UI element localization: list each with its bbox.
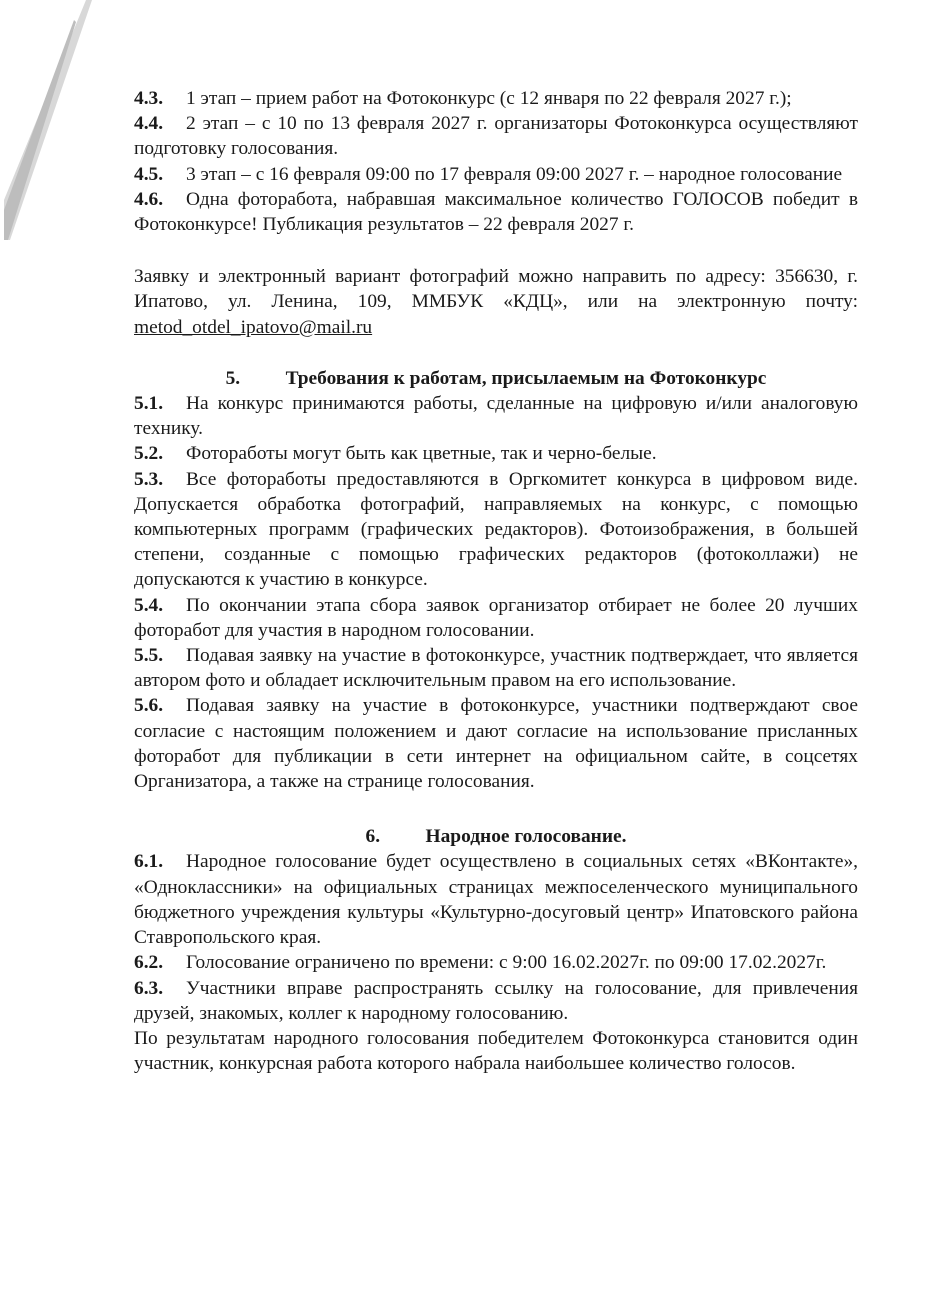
paragraph-6-2: [134, 950, 858, 975]
paragraph-text: Фотоработы могут быть как цветные, так и черно-белые.: [186, 443, 657, 465]
submission-text: Заявку и электронный вариант фотографий можно направить по адресу: 356630, г. Ипатово, ул. Ленина, 109, ММБУК «КДЦ», или на электронную почту:: [134, 266, 858, 313]
paragraph-text: Участники вправе распространять ссылку на голосование, для привлечения друзей, знакомых, коллег к народному голосованию.: [134, 977, 858, 1024]
paragraph-text: Народное голосование будет осуществлено в социальных сетях «ВКонтакте», «Одноклассники» на официальных страницах межпоселенческого муниципального бюджетного учреждения культуры «Культурно-досуговый центр» Ипатовского района Ставропольского края.: [134, 851, 858, 949]
paragraph-number: 5.6.: [134, 695, 164, 717]
paragraph-text: Подавая заявку на участие в фотоконкурсе, участник подтверждает, что является автором фото и обладает исключительным правом на его использование.: [134, 645, 858, 692]
paragraph-text: 3 этап – с 16 февраля 09:00 по 17 февраля 09:00 2027 г. – народное голосование: [186, 163, 843, 185]
paragraph-number: 5.3.: [134, 468, 164, 490]
paragraph-number: 6.3.: [134, 977, 164, 999]
paragraph-4-3: [134, 86, 858, 111]
paragraph-text: 2 этап – с 10 по 13 февраля 2027 г. организаторы Фотоконкурса осуществляют подготовку голосования.: [134, 113, 858, 160]
paragraph-number: 4.4.: [134, 113, 164, 135]
scan-edge-shadow: [4, 0, 94, 240]
email-link[interactable]: metod_otdel_ipatovo@mail.ru: [134, 316, 373, 338]
paragraph-number: 4.5.: [134, 163, 164, 185]
paragraph-5-3: [134, 467, 858, 593]
paragraph-5-1: [134, 391, 858, 441]
document-page: [134, 86, 858, 1076]
paragraph-5-5: [134, 643, 858, 693]
paragraph-5-2: [134, 441, 858, 466]
paragraph-4-6: [134, 187, 858, 237]
paragraph-4-4: [134, 111, 858, 161]
submission-paragraph: [134, 264, 858, 340]
paragraph-text: Все фоторабoты предоставляются в Оргкомитет конкурса в цифровом виде. Допускается обработка фотографий, направляемых на конкурс, с помощью компьютерных программ (графических редакторов). Фотоизображения, в большей степени, созданные с помощью графических редакторов (фотоколлажи) не допускаются к участию в конкурсе.: [134, 468, 858, 591]
paragraph-6-1: [134, 849, 858, 950]
paragraph-number: 6.2.: [134, 952, 164, 974]
paragraph-number: 6.1.: [134, 851, 164, 873]
paragraph-5-4: [134, 593, 858, 643]
paragraph-text: 1 этап – прием работ на Фотоконкурс (с 12 января по 22 февраля 2027 г.);: [186, 88, 792, 109]
paragraph-text: Подавая заявку на участие в фотоконкурсе, участники подтверждают свое согласие с настоящим положением и дают согласие на использование присланных фоторабот для публикации в сети интернет на официальном сайте, в соцсетях Организатора, а также на странице голосования.: [134, 695, 858, 793]
paragraph-number: 5.1.: [134, 393, 164, 415]
heading-number: 6.: [365, 826, 381, 848]
section-6-heading: [134, 824, 858, 849]
paragraph-number: 5.4.: [134, 594, 164, 616]
paragraph-text: На конкурс принимаются работы, сделанные на цифровую и/или аналоговую технику.: [134, 393, 858, 440]
final-paragraph: [134, 1026, 858, 1076]
paragraph-4-5: [134, 162, 858, 187]
heading-text: Требования к работам, присылаемым на Фотоконкурс: [285, 367, 767, 389]
paragraph-number: 5.2.: [134, 443, 164, 465]
paragraph-number: 4.6.: [134, 188, 164, 210]
paragraph-text: По окончании этапа сбора заявок организатор отбирает не более 20 лучших фоторабот для участия в народном голосовании.: [134, 594, 858, 641]
paragraph-5-6: [134, 693, 858, 794]
paragraph-number: 4.3.: [134, 88, 164, 109]
heading-text: Народное голосование.: [425, 826, 627, 848]
paragraph-text: Голосование ограничено по времени: с 9:00 16.02.2027г. по 09:00 17.02.2027г.: [186, 952, 827, 974]
paragraph-text: Одна фоторабота, набравшая максимальное количество ГОЛОСОВ победит в Фотоконкурсе! Публикация результатов – 22 февраля 2027 г.: [134, 188, 858, 236]
paragraph-text: По результатам народного голосования победителем Фотоконкурса становится один участник, конкурсная работа которого набрала наибольшее количество голосов.: [134, 1027, 858, 1075]
paragraph-number: 5.5.: [134, 645, 164, 667]
paragraph-6-3: [134, 976, 858, 1026]
heading-number: 5.: [225, 367, 241, 389]
section-5-heading: [134, 366, 858, 391]
